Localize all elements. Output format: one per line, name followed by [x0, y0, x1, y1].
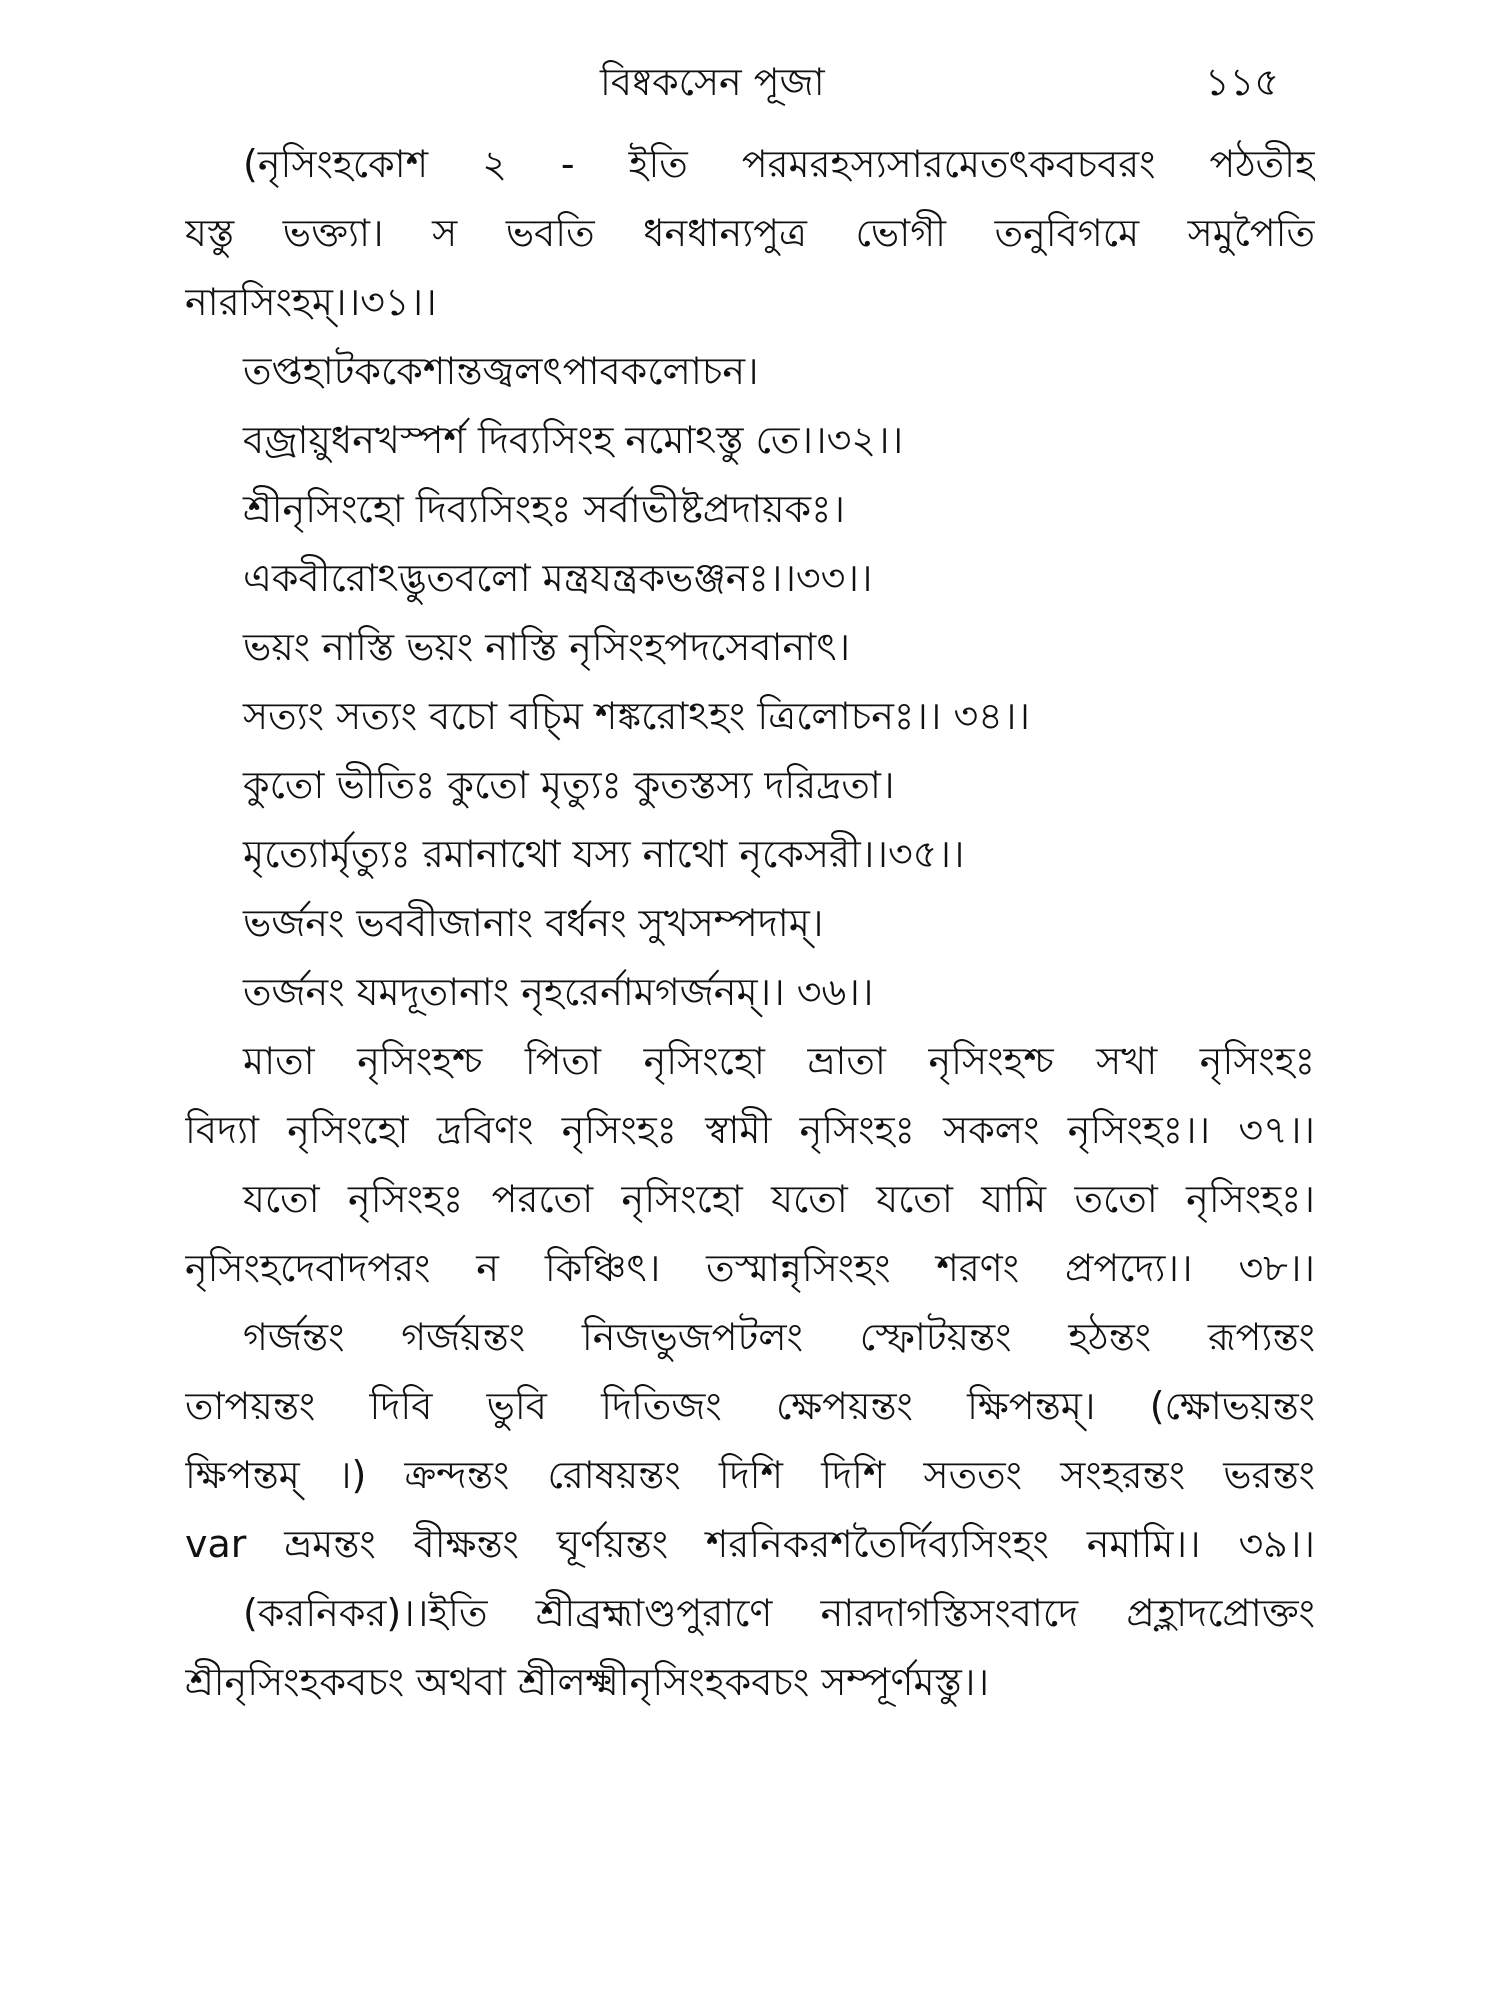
text-line: যতো নৃসিংহঃ পরতো নৃসিংহো যতো যতো যামি ততো নৃসিংহঃ। [243, 1177, 1315, 1221]
text-line: নারসিংহম্।।৩১।। [185, 280, 437, 324]
text-line: গর্জন্তং গর্জয়ন্তং নিজভুজপটলং স্ফোটয়ন্তং হঠন্তং রূপ্যন্তং [243, 1315, 1315, 1359]
text-line: সত্যং সত্যং বচো বচ্মি শঙ্করোঽহং ত্রিলোচনঃ।। ৩৪।। [243, 694, 1031, 738]
text-line: যস্তু ভক্ত্যা। স ভবতি ধনধান্যপুত্র ভোগী তনুবিগমে সমুপৈতি [185, 211, 1315, 255]
text-line: শ্রীনৃসিংহকবচং অথবা শ্রীলক্ষ্মীনৃসিংহকবচং সম্পূর্ণমস্তু।। [185, 1660, 990, 1704]
text-line: একবীরোঽদ্ভুতবলো মন্ত্রযন্ত্রকভঞ্জনঃ।।৩৩।। [243, 556, 873, 600]
text-line: var ভ্রমন্তং বীক্ষন্তং ঘূর্ণয়ন্তং শরনিকরশতৈর্দিব্যসিংহং নমামি।। ৩৯।। [185, 1522, 1315, 1566]
text-line: তপ্তহাটককেশান্তজ্বলৎপাবকলোচন। [243, 349, 759, 393]
text-line: তর্জনং যমদূতানাং নৃহরের্নামগর্জনম্।। ৩৬।। [243, 970, 874, 1014]
running-title: বিষ্বকসেন পূজা [600, 60, 825, 104]
page-number: ১১৫ [1205, 60, 1279, 104]
text-line: ভর্জনং ভববীজানাং বর্ধনং সুখসম্পদাম্। [243, 901, 824, 945]
text-line: মাতা নৃসিংহশ্চ পিতা নৃসিংহো ভ্রাতা নৃসিংহশ্চ সখা নৃসিংহঃ [243, 1039, 1315, 1083]
page-header [0, 52, 1500, 112]
text-line: মৃত্যোর্মৃত্যুঃ রমানাথো যস্য নাথো নৃকেসরী।।৩৫।। [243, 832, 965, 876]
text-line: (করনিকর)।।ইতি শ্রীব্রহ্মাণ্ডপুরাণে নারদাগস্তিসংবাদে প্রহ্লাদপ্রোক্তং [243, 1591, 1315, 1635]
text-line: কুতো ভীতিঃ কুতো মৃত্যুঃ কুতস্তস্য দরিদ্রতা। [243, 763, 895, 807]
verse-text [185, 130, 1315, 1717]
text-line: তাপয়ন্তং দিবি ভুবি দিতিজং ক্ষেপয়ন্তং ক্ষিপন্তম্। (ক্ষোভয়ন্তং [185, 1384, 1315, 1428]
text-line: শ্রীনৃসিংহো দিব্যসিংহঃ সর্বাভীষ্টপ্রদায়কঃ। [243, 487, 845, 531]
text-line: (নৃসিংহকোশ ২ - ইতি পরমরহস্যসারমেতৎকবচবরং পঠতীহ [243, 142, 1315, 186]
text-line: বিদ্যা নৃসিংহো দ্রবিণং নৃসিংহঃ স্বামী নৃসিংহঃ সকলং নৃসিংহঃ।। ৩৭।। [185, 1108, 1315, 1152]
text-line: বজ্রায়ুধনখস্পর্শ দিব্যসিংহ নমোঽস্তু তে।।৩২।। [243, 418, 904, 462]
text-line: নৃসিংহদেবাদপরং ন কিঞ্চিৎ। তস্মান্নৃসিংহং শরণং প্রপদ্যে।। ৩৮।। [185, 1246, 1315, 1290]
text-line: ক্ষিপন্তম্ ।) ক্রন্দন্তং রোষয়ন্তং দিশি দিশি সততং সংহরন্তং ভরন্তং [185, 1453, 1315, 1497]
text-line: ভয়ং নাস্তি ভয়ং নাস্তি নৃসিংহপদসেবানাৎ। [243, 625, 851, 669]
